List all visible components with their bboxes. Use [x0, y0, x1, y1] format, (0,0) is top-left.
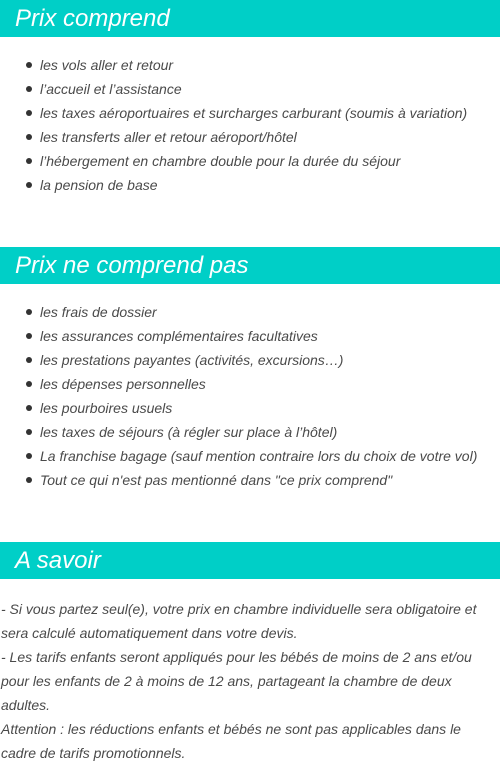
list-item: les pourboires usuels	[0, 396, 500, 420]
list-item: les frais de dossier	[0, 300, 500, 324]
section-title-a-savoir: A savoir	[0, 542, 500, 579]
paragraph: - Les tarifs enfants seront appliqués pour les bébés de moins de 2 ans et/ou pour les enfants de 2 à moins de 12 ans, partageant la chambre de deux adultes.	[1, 649, 472, 713]
list-item: l’hébergement en chambre double pour la durée du séjour	[0, 149, 500, 173]
section-a-savoir	[0, 542, 500, 765]
list-item: les taxes de séjours (à régler sur place à l’hôtel)	[0, 420, 500, 444]
list-item: La franchise bagage (sauf mention contraire lors du choix de votre vol)	[0, 444, 500, 468]
paragraph: Attention : les réductions enfants et bébés ne sont pas applicables dans le cadre de tarifs promotionnels.	[1, 721, 461, 761]
section-title-prix-ne-comprend-pas: Prix ne comprend pas	[0, 247, 500, 284]
section-title-prix-comprend: Prix comprend	[0, 0, 500, 37]
list-item: Tout ce qui n'est pas mentionné dans "ce prix comprend"	[0, 468, 500, 492]
list-item: les dépenses personnelles	[0, 372, 500, 396]
section-prix-comprend	[0, 0, 500, 197]
list-item: les transferts aller et retour aéroport/hôtel	[0, 125, 500, 149]
list-item: la pension de base	[0, 173, 500, 197]
list-item: les assurances complémentaires facultatives	[0, 324, 500, 348]
list-item: les taxes aéroportuaires et surcharges carburant (soumis à variation)	[0, 101, 500, 125]
paragraph: - Si vous partez seul(e), votre prix en chambre individuelle sera obligatoire et sera calculé automatiquement dans votre devis.	[1, 601, 477, 641]
included-list	[0, 53, 500, 197]
excluded-list	[0, 300, 500, 492]
section-prix-ne-comprend-pas	[0, 247, 500, 492]
list-item: les vols aller et retour	[0, 53, 500, 77]
list-item: les prestations payantes (activités, excursions…)	[0, 348, 500, 372]
list-item: l’accueil et l’assistance	[0, 77, 500, 101]
a-savoir-text	[0, 597, 499, 765]
